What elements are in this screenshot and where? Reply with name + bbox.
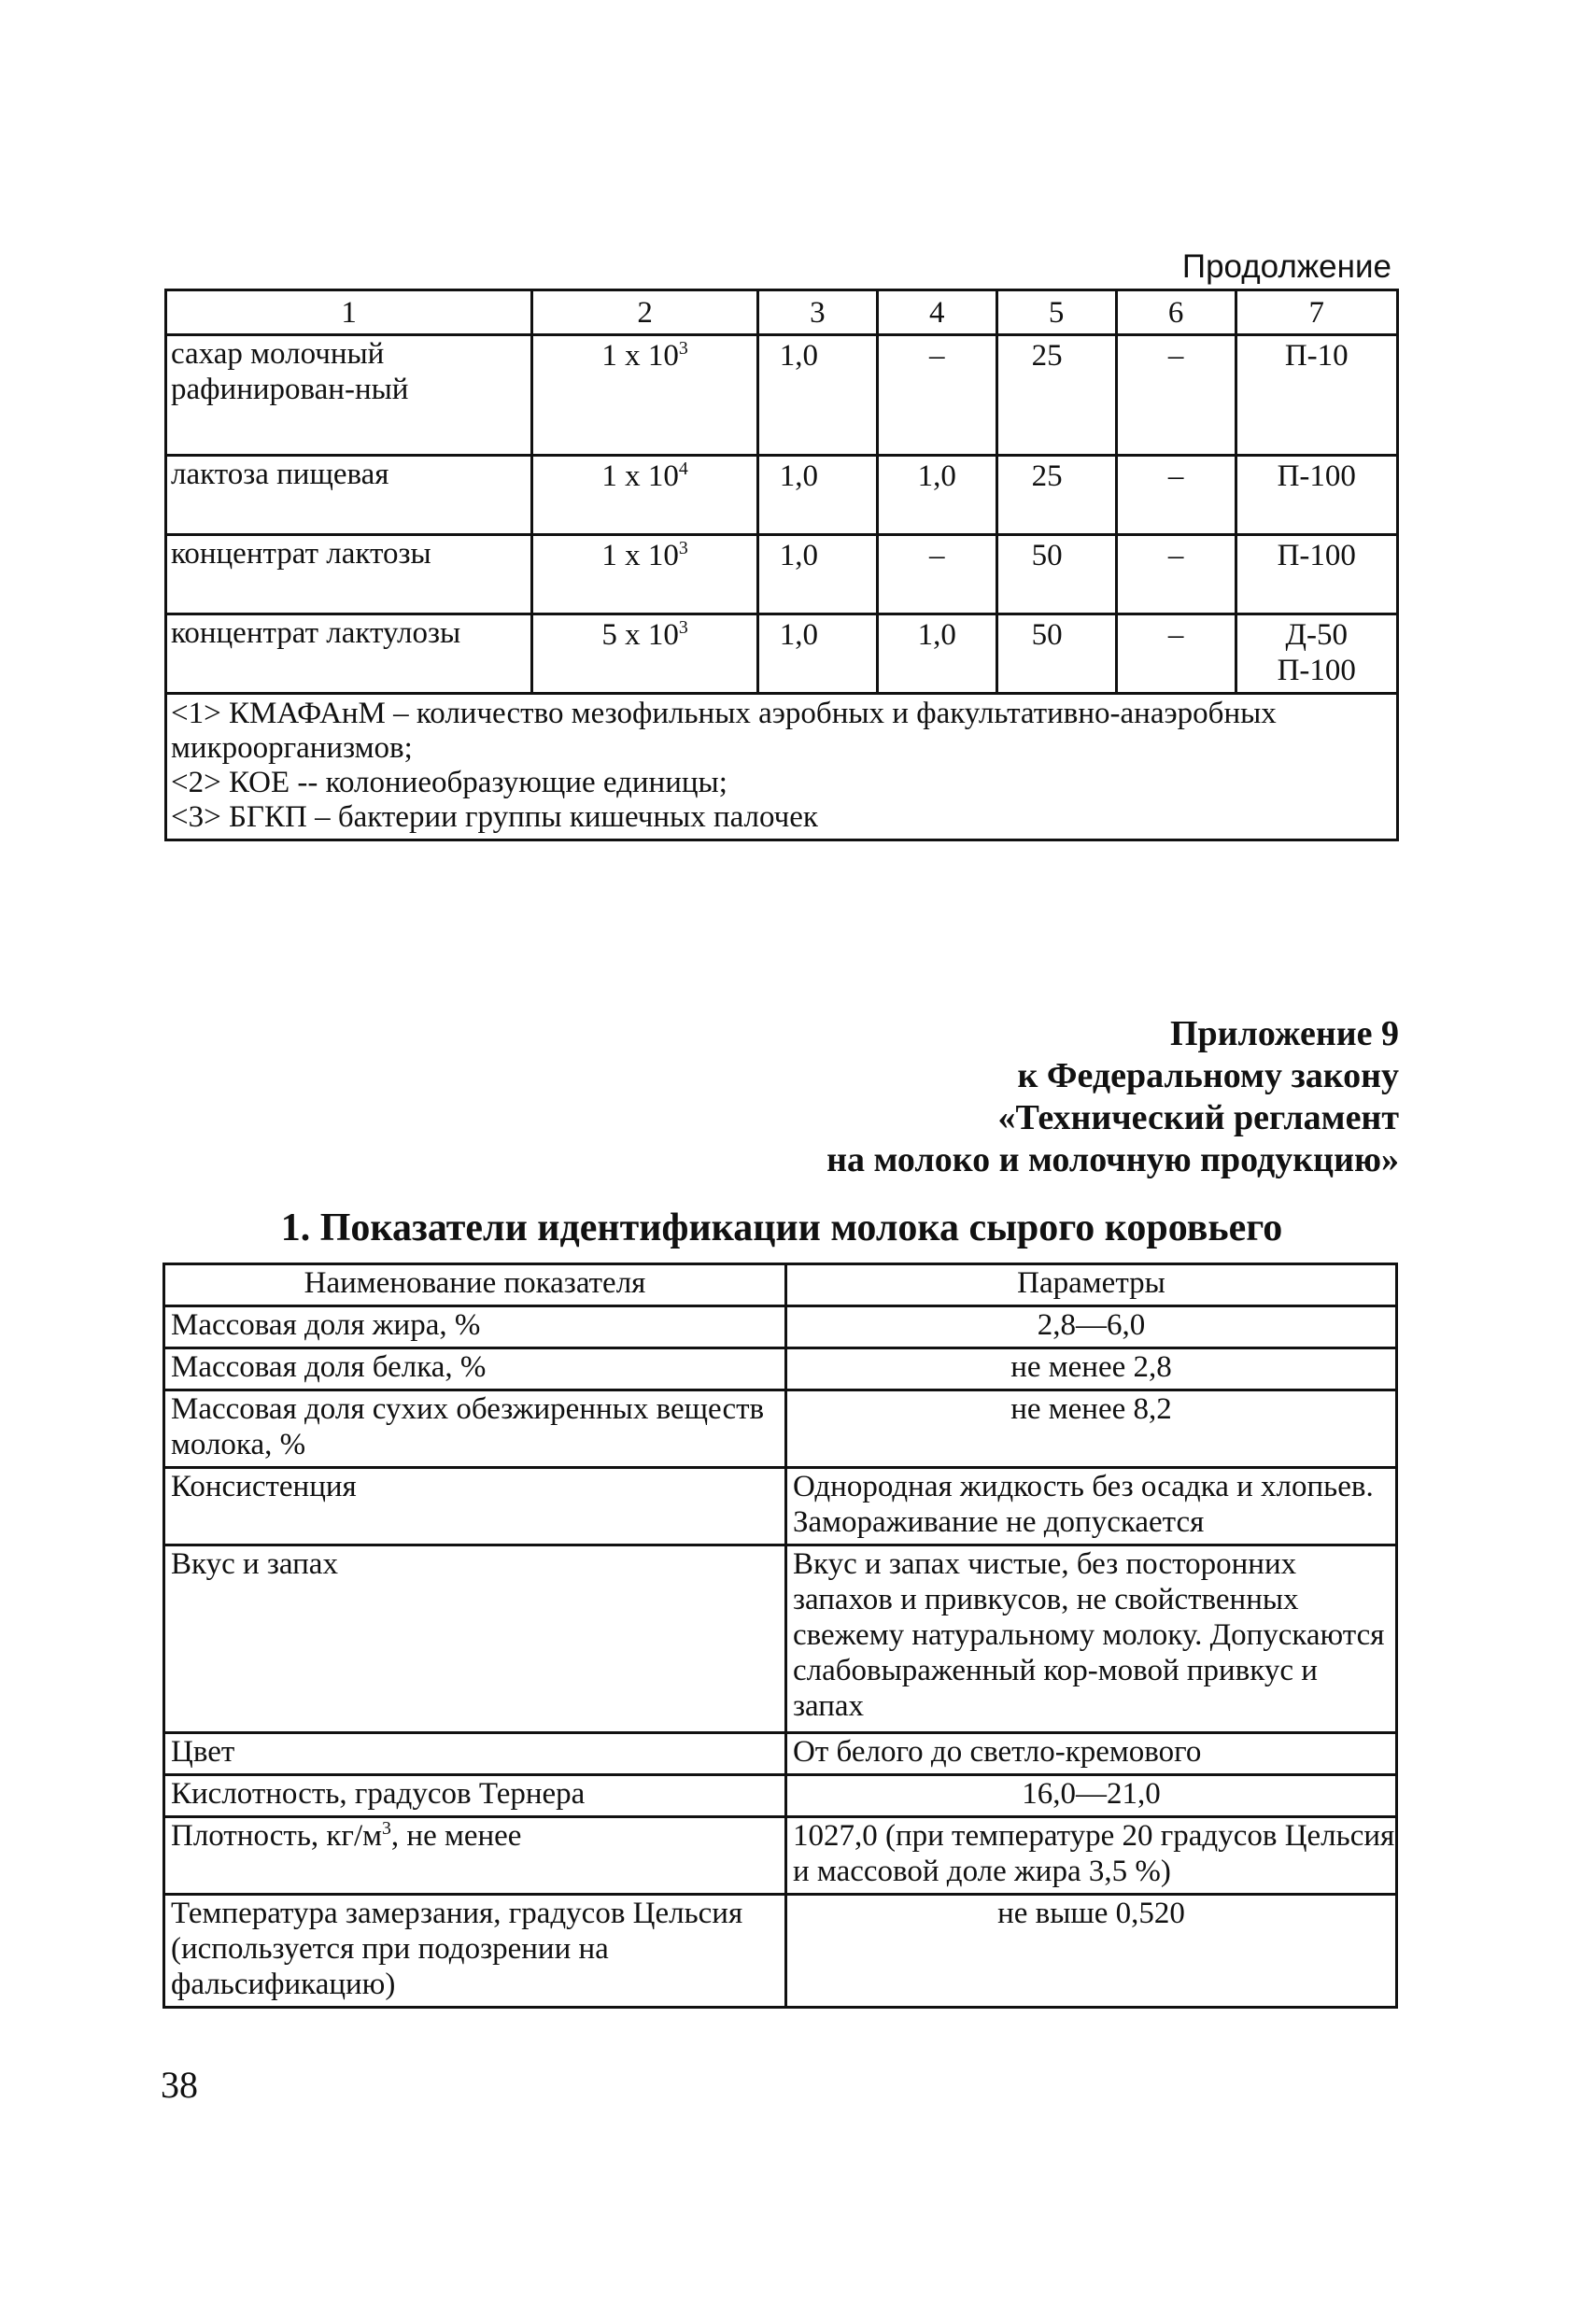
appendix-line: на молоко и молочную продукцию» [826,1140,1399,1179]
indicator-name-cell: Массовая доля жира, % [164,1306,786,1348]
table-cell: – [1116,614,1236,694]
footnote: <1> КМАФАнМ – количество мезофильных аэробных и факультативно-анаэробных микроорганизмов; [171,697,1277,765]
table-cell: – [1116,456,1236,535]
indicator-value-cell: не менее 8,2 [786,1390,1397,1468]
indicator-value-cell: 16,0—21,0 [786,1775,1397,1817]
table-cell: 25 [996,335,1116,456]
kmafanm-cell: 1 x $10^3$ [532,335,758,456]
indicator-name-cell: Вкус и запах [164,1545,786,1733]
kmafanm-cell: 1 x $10^3$ [532,535,758,614]
kmafanm-cell: 5 x $10^3$ [532,614,758,694]
table-cell: – [1116,335,1236,456]
footnotes-cell [166,694,1398,840]
table-row [166,335,1398,456]
table-row [164,1348,1397,1390]
table-row [164,1390,1397,1468]
table-row [164,1817,1397,1895]
indicator-name-cell: Массовая доля сухих обезжиренных веществ молока, % [164,1390,786,1468]
column-header: 7 [1236,290,1397,335]
table-cell: 1,0 [757,456,877,535]
table-row [166,614,1398,694]
page-number: 38 [161,2064,198,2106]
indicator-name-cell: Кислотность, градусов Тернера [164,1775,786,1817]
cell-line: П-100 [1277,654,1356,687]
column-header: 6 [1116,290,1236,335]
continuation-table [164,289,1399,841]
indicator-name-cell: Температура замерзания, градусов Цельсия (используется при подозрении на фальсификацию) [164,1895,786,2008]
appendix-heading [654,1013,1399,1181]
table-row [166,456,1398,535]
table-cell [1236,614,1397,694]
table-row [164,1733,1397,1775]
indicator-value-cell: От белого до светло-кремового [786,1733,1397,1775]
indicators-table [162,1263,1398,2009]
product-name-cell: концентрат лактулозы [166,614,532,694]
table-cell: П-100 [1236,456,1397,535]
table-cell: П-10 [1236,335,1397,456]
appendix-line: Приложение 9 [1169,1014,1399,1053]
appendix-line: «Технический регламент [997,1098,1399,1137]
table-cell: – [877,535,996,614]
table-cell: 50 [996,614,1116,694]
table-cell: 1,0 [877,456,996,535]
indicator-name-cell: Консистенция [164,1468,786,1545]
column-header: 2 [532,290,758,335]
indicator-value-cell: не выше 0,520 [786,1895,1397,2008]
product-name-cell: сахар молочный рафинирован-ный [166,335,532,456]
table-cell: – [877,335,996,456]
indicator-value-cell: Вкус и запах чистые, без посторонних запахов и привкусов, не свойственных свежему натуральному молоку. Допускаются слабовыраженный кор-мовой привкус и запах [786,1545,1397,1733]
table-cell: 1,0 [757,614,877,694]
table-row [164,1545,1397,1733]
indicator-name-cell: Массовая доля белка, % [164,1348,786,1390]
indicator-value-cell: Однородная жидкость без осадка и хлопьев. Замораживание не допускается [786,1468,1397,1545]
indicator-value-cell: 2,8—6,0 [786,1306,1397,1348]
column-header: Параметры [786,1264,1397,1306]
table-cell: – [1116,535,1236,614]
table-row [164,1468,1397,1545]
cell-line: Д-50 [1285,618,1349,652]
column-header: 1 [166,290,532,335]
table-cell: 1,0 [757,335,877,456]
column-header: Наименование показателя [164,1264,786,1306]
indicator-name-cell: Цвет [164,1733,786,1775]
table-cell: П-100 [1236,535,1397,614]
table-cell: 50 [996,535,1116,614]
footnote: <3> БГКП – бактерии группы кишечных палочек [171,800,818,834]
table-header-row [166,290,1398,335]
section-title: 1. Показатели идентификации молока сырого коровьего [280,1206,1283,1249]
column-header: 4 [877,290,996,335]
product-name-cell: лактоза пищевая [166,456,532,535]
column-header: 3 [757,290,877,335]
table-row [164,1306,1397,1348]
product-name-cell: концентрат лактозы [166,535,532,614]
table-cell: 1,0 [757,535,877,614]
table-row [164,1775,1397,1817]
kmafanm-cell: 1 x $10^4$ [532,456,758,535]
indicator-value-cell: 1027,0 (при температуре 20 градусов Цельсия и массовой доле жира 3,5 %) [786,1817,1397,1895]
indicator-value-cell: не менее 2,8 [786,1348,1397,1390]
footnotes-row [166,694,1398,840]
indicator-name-cell: Плотность, $кг/м^3$, не менее [164,1817,786,1895]
footnote: <2> КОЕ -- колониеобразующие единицы; [171,766,727,799]
table-cell: 25 [996,456,1116,535]
appendix-line: к Федеральному закону [1017,1056,1399,1095]
column-header: 5 [996,290,1116,335]
table-header-row [164,1264,1397,1306]
table-row [164,1895,1397,2008]
continuation-label: Продолжение [1181,248,1391,285]
table-cell: 1,0 [877,614,996,694]
table-row [166,535,1398,614]
